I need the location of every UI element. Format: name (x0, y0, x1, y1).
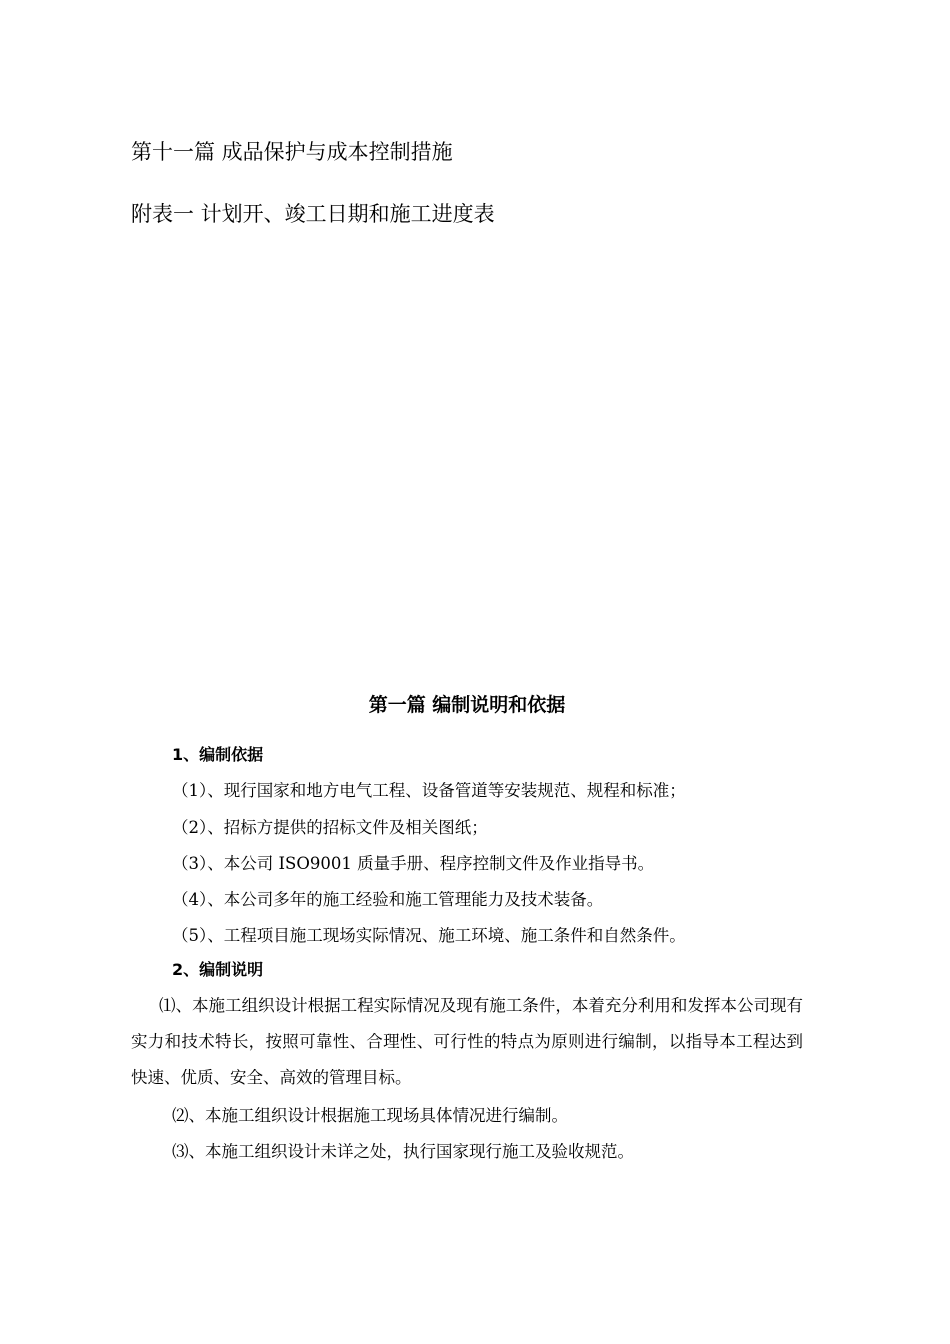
toc-entry-chapter-11: 第十一篇 成品保护与成本控制措施 (131, 140, 453, 164)
basis-item: （4）、本公司多年的施工经验和施工管理能力及技术装备。 (172, 890, 604, 909)
section-title: 第一篇 编制说明和依据 (368, 694, 566, 716)
notes-heading: 2、编制说明 (172, 960, 264, 979)
basis-item: （1）、现行国家和地方电气工程、设备管道等安装规范、规程和标准； (172, 781, 686, 800)
basis-item: （5）、工程项目施工现场实际情况、施工环境、施工条件和自然条件。 (172, 926, 686, 945)
basis-item: （3）、本公司 ISO9001 质量手册、程序控制文件及作业指导书。 (172, 854, 655, 873)
notes-paragraph: ⑶、本施工组织设计未详之处，执行国家现行施工及验收规范。 (172, 1142, 634, 1161)
basis-item: （2）、招标方提供的招标文件及相关图纸； (172, 818, 488, 837)
basis-heading: 1、编制依据 (172, 745, 264, 764)
notes-paragraph: ⑴、本施工组织设计根据工程实际情况及现有施工条件，本着充分利用和发挥本公司现有实力和技术特长，按照可靠性、合理性、可行性的特点为原则进行编制，以指导本工程达到快速、优质、安全、高效的管理目标。 (131, 996, 803, 1087)
notes-paragraph: ⑵、本施工组织设计根据施工现场具体情况进行编制。 (172, 1106, 568, 1125)
toc-entry-appendix-1: 附表一 计划开、竣工日期和施工进度表 (131, 202, 495, 226)
